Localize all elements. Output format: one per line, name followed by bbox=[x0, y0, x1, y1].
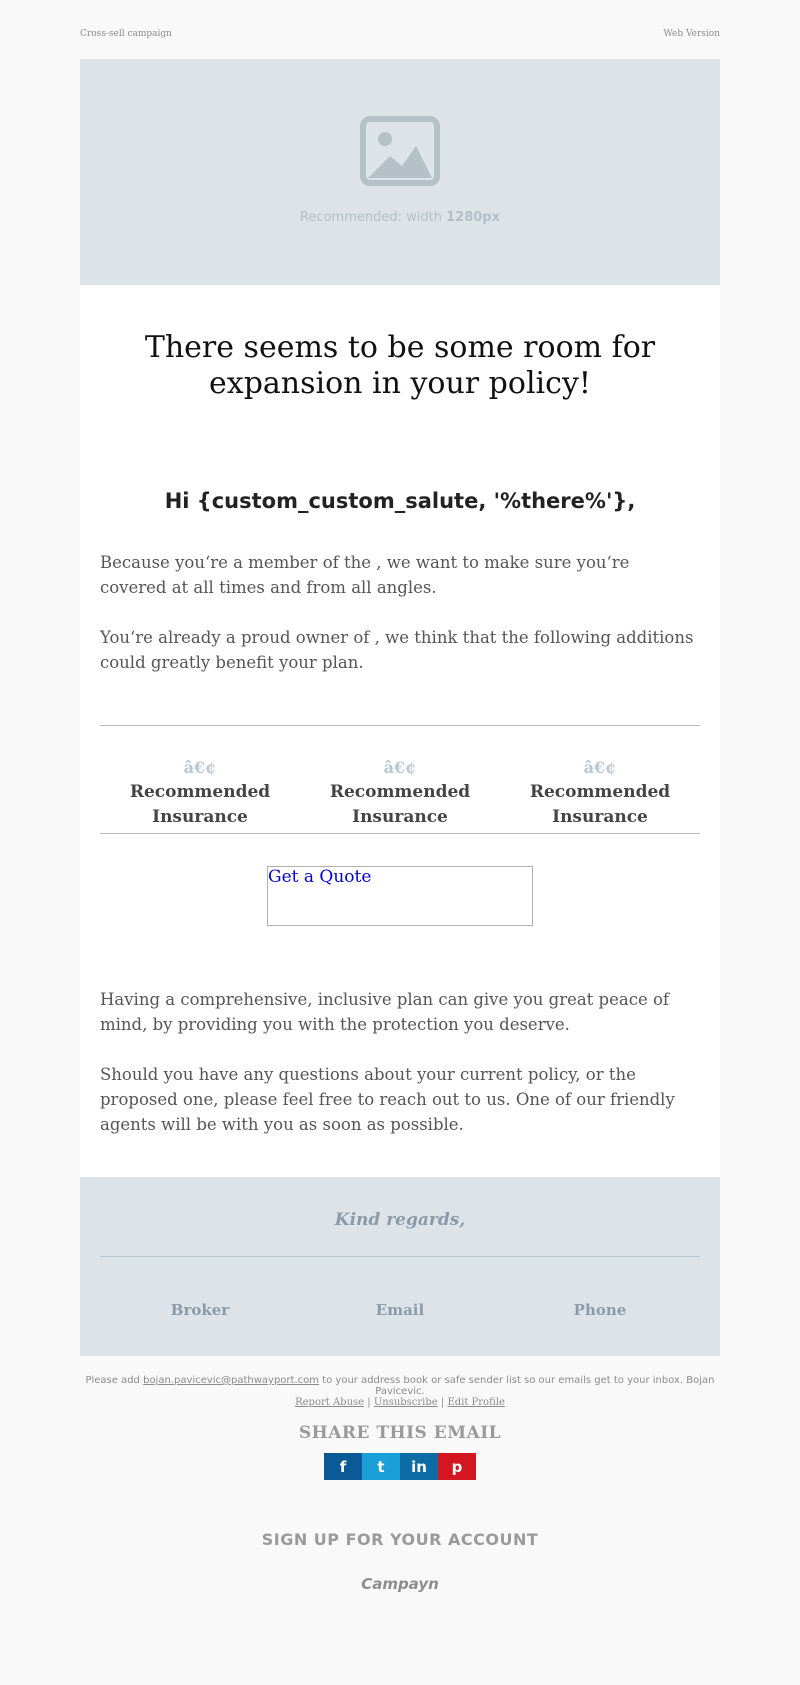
web-version-link[interactable]: Web Version bbox=[663, 28, 720, 39]
email-field: Email bbox=[375, 1301, 425, 1319]
pinterest-icon[interactable]: p bbox=[438, 1453, 476, 1480]
unsubscribe-link[interactable]: Unsubscribe bbox=[373, 1397, 438, 1408]
twitter-icon[interactable]: t bbox=[362, 1453, 400, 1480]
report-abuse-link[interactable]: Report Abuse bbox=[295, 1397, 365, 1408]
recommendation-title: Recommended Insurance bbox=[529, 782, 671, 827]
edit-profile-link[interactable]: Edit Profile bbox=[447, 1397, 505, 1408]
cta-row bbox=[100, 834, 700, 926]
email-container bbox=[80, 0, 720, 1593]
contact-fields bbox=[100, 1257, 700, 1319]
signature-block bbox=[80, 1177, 720, 1356]
recommendation-title: Recommended Insurance bbox=[329, 782, 471, 827]
phone-field: Phone bbox=[573, 1301, 627, 1319]
kind-regards: Kind regards, bbox=[334, 1210, 466, 1230]
intro-paragraph: Because you‘re a member of the , we want to make sure you‘re covered at all times and from all angles. bbox=[100, 553, 630, 597]
hero-image-placeholder bbox=[80, 59, 720, 285]
broker-field: Broker bbox=[170, 1301, 230, 1319]
campayn-logo[interactable]: Campayn bbox=[361, 1575, 439, 1593]
linkedin-icon[interactable]: in bbox=[400, 1453, 438, 1480]
bullet-icon: â€¢ bbox=[183, 758, 217, 777]
campaign-label: Cross-sell campaign bbox=[80, 28, 172, 39]
ownership-paragraph: You‘re already a proud owner of , we think that the following additions could greatly benefit your plan. bbox=[100, 628, 694, 672]
recommendation-item bbox=[500, 756, 700, 833]
main-content bbox=[80, 285, 720, 1177]
sender-email-link[interactable]: bojan.pavicevic@pathwayport.com bbox=[143, 1375, 319, 1386]
recommendations bbox=[100, 726, 700, 833]
social-share-bar bbox=[80, 1443, 720, 1480]
signup-link[interactable]: SIGN UP FOR YOUR ACCOUNT bbox=[261, 1530, 539, 1549]
recommendation-item bbox=[100, 756, 300, 833]
footer-links: Report Abuse | Unsubscribe | Edit Profile bbox=[295, 1397, 505, 1408]
bullet-icon: â€¢ bbox=[583, 758, 617, 777]
bullet-icon: â€¢ bbox=[383, 758, 417, 777]
contact-paragraph: Should you have any questions about your current policy, or the proposed one, please feel free to reach out to us. One of our friendly agents will be with you as soon as possible. bbox=[100, 1065, 675, 1134]
greeting: Hi {custom_custom_salute, '%there%'}, bbox=[164, 489, 636, 513]
benefit-paragraph: Having a comprehensive, inclusive plan can give you great peace of mind, by providing you with the protection you deserve. bbox=[100, 990, 670, 1034]
recommendation-item bbox=[300, 756, 500, 833]
headline: There seems to be some room for expansion in your policy! bbox=[144, 330, 656, 401]
image-icon bbox=[360, 116, 440, 186]
recommended-width-note: Recommended: width 1280px bbox=[300, 210, 500, 225]
safe-sender-note: Please add bojan.pavicevic@pathwayport.com to your address book or safe sender list so our emails get to your inbox. Bojan Pavicevic. bbox=[85, 1375, 715, 1397]
preheader bbox=[80, 0, 720, 59]
share-title: SHARE THIS EMAIL bbox=[298, 1423, 502, 1443]
get-quote-button[interactable]: Get a Quote bbox=[267, 866, 533, 926]
recommendation-title: Recommended Insurance bbox=[129, 782, 271, 827]
facebook-icon[interactable]: f bbox=[324, 1453, 362, 1480]
